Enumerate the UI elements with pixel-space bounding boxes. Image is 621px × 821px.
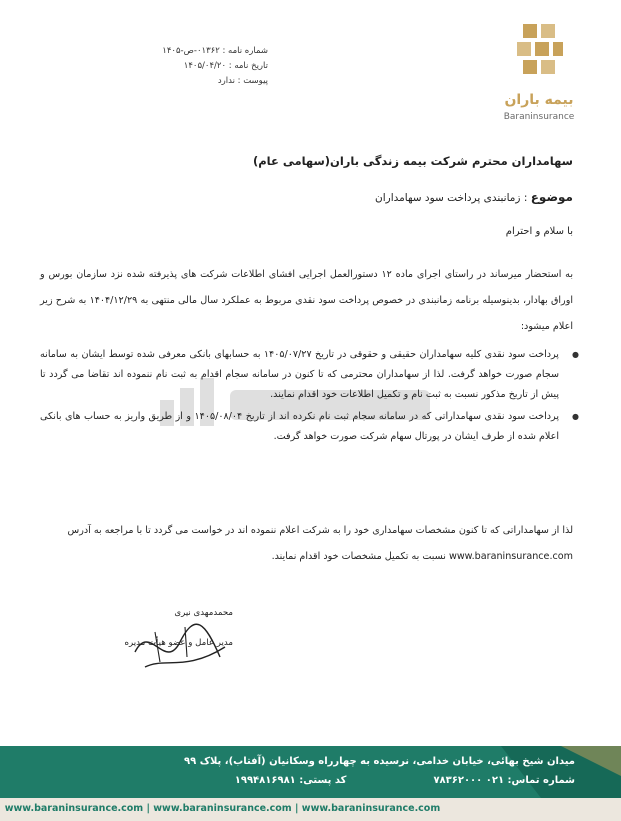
subject-label: موضوع xyxy=(530,190,573,204)
postal-code: ۱۹۹۴۸۱۶۹۸۱ xyxy=(234,775,296,786)
letter-number: شماره نامه : ۰۱۳۶۲-ص-۱۴۰۵ xyxy=(162,46,268,56)
phone-number: ۰۲۱ ۷۸۳۶۲۰۰۰ xyxy=(433,775,505,786)
closing-paragraph: لذا از سهامداراتی که تا کنون مشخصات سهامداری خود را به شرکت اعلام ننموده اند در خواست می گردد تا با مراجعه به آدرس www.baraninsurance.com نسبت به تکمیل مشخصات خود اقدام نمایند. xyxy=(67,525,573,562)
list-item: ● پرداخت سود نقدی سهامداراتی که در سامانه سجام ثبت نام نکرده اند از تاریخ ۱۴۰۵/۰۸/۰۴ و از طریق واریز به حساب های بانکی اعلام شده از طرف ایشان در پورتال سهام شرکت صورت خواهد گرفت. xyxy=(40,407,581,447)
subject-line xyxy=(40,190,573,204)
intro-paragraph: به استحضار میرساند در راستای اجرای ماده ۱۲ دستورالعمل اجرایی افشای اطلاعات شرکت های پذیرفته شده نزد سازمان بورس و اوراق بهادار، بدینوسیله برنامه زمانبندی در خصوص پرداخت سود نقدی مربوط به عملکرد سال مالی منتهی به ۱۴۰۴/۱۲/۲۹ به شرح زیر اعلام میشود: xyxy=(40,269,573,332)
addressee: سهامداران محترم شرکت بیمه زندگی باران(سهامی عام) xyxy=(252,154,573,168)
logo-name-fa: بیمه باران xyxy=(504,92,574,108)
logo-mark-icon xyxy=(511,20,567,86)
logo-name-en: Baraninsurance xyxy=(503,112,575,122)
signer-title: مدیر عامل و عضو هیأت مدیره xyxy=(124,638,233,648)
handwritten-signature-icon xyxy=(125,612,235,682)
letter-date: تاریخ نامه : ۱۴۰۵/۰۴/۲۰ xyxy=(183,61,268,71)
payment-schedule-list xyxy=(40,345,581,449)
company-logo xyxy=(493,20,585,120)
footer-address: میدان شیخ بهائی، خیابان خدامی، نرسیده به چهارراه وسکانیان (آفتاب)، پلاک ۹۹ xyxy=(184,756,575,767)
signer-name: محمدمهدی نیری xyxy=(174,608,233,618)
greeting: با سلام و احترام xyxy=(505,226,573,237)
footer xyxy=(0,746,621,821)
phone-label: شماره تماس: xyxy=(507,775,575,786)
list-item: ● پرداخت سود نقدی کلیه سهامداران حقیقی و حقوقی در تاریخ ۱۴۰۵/۰۷/۲۷ به حسابهای بانکی معرفی شده توسط ایشان به سامانه سجام صورت خواهد گرفت. لذا از سهامداران محترمی که تا کنون در سامانه سجام اقدام به ثبت نام ننموده اند تقاضا می گردد تا پیش از تاریخ مذکور نسبت به ثبت نام و تکمیل اطلاعات خود اقدام نمایند. xyxy=(40,345,581,405)
footer-contacts xyxy=(235,775,575,786)
footer-website[interactable]: www.baraninsurance.com | www.baraninsurance.com | www.baraninsurance.com xyxy=(4,803,441,814)
letter-meta xyxy=(118,44,268,89)
letter-attachment: پیوست : ندارد xyxy=(217,76,268,86)
subject-text: : زمانبندی پرداخت سود سهامداران xyxy=(375,192,531,204)
postal-label: کد پستی: xyxy=(299,775,347,786)
